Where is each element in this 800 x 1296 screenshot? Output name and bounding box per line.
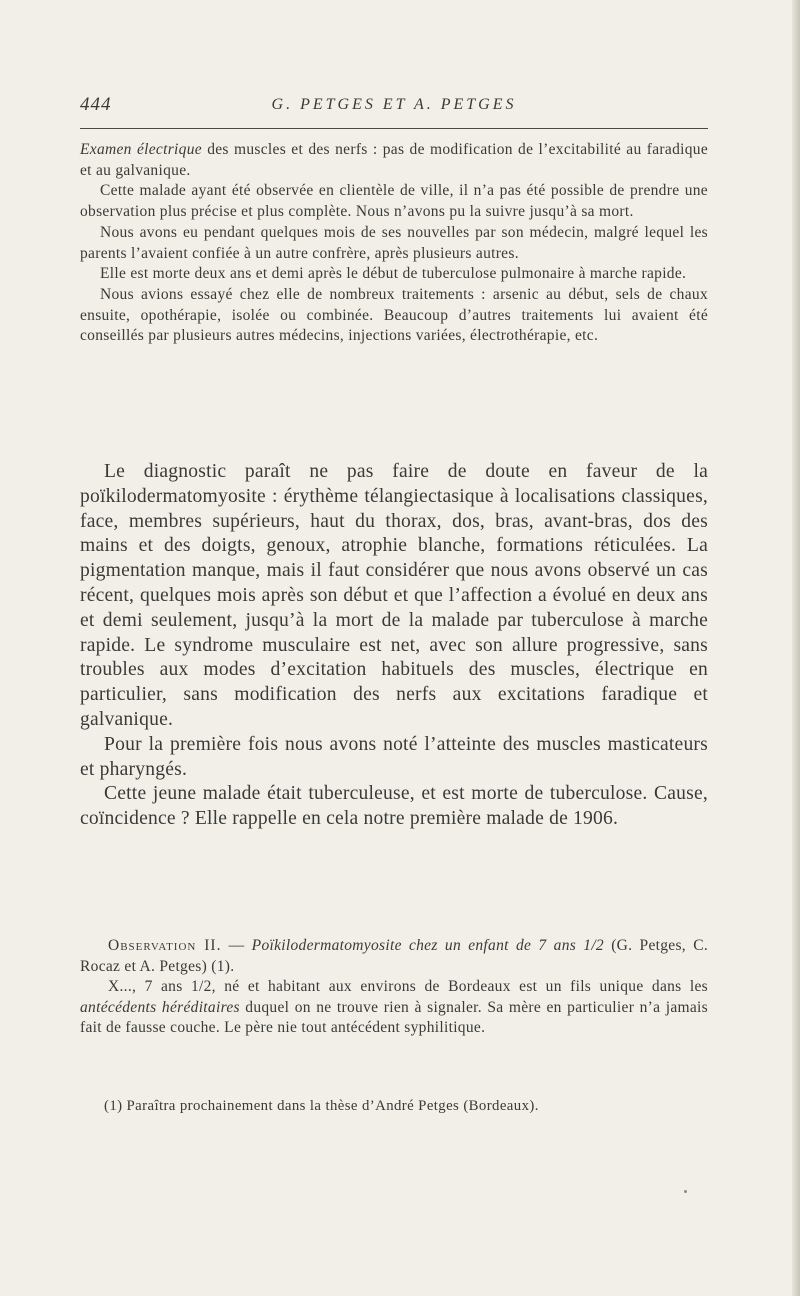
page-header: [80, 94, 708, 120]
dash: —: [221, 937, 252, 954]
footnote: (1) Paraîtra prochainement dans la thèse d’André Petges (Bordeaux).: [104, 1098, 539, 1114]
intro-paragraph: Nous avons eu pendant quelques mois de ses nouvelles par son médecin, malgré lequel les parents l’avaient confiée à un autre confrère, après plusieurs autres.: [80, 223, 708, 262]
page-number: 444: [80, 94, 112, 115]
italic-term: antécédents héréditaires: [80, 998, 240, 1016]
observation-authors: (G. Petges, C. Rocaz et A. Petges) (1).: [80, 937, 709, 975]
italic-term: Examen électrique: [80, 141, 202, 158]
paragraph-text: duquel on ne trouve rien à signaler. Sa mère en particulier n’a jamais fait de fausse couche. Le père nie tout antécédent syphilitique.: [80, 998, 708, 1036]
intro-paragraph: Nous avions essayé chez elle de nombreux traitements : arsenic au début, sels de chaux ensuite, opothérapie, isolée ou combinée. Beaucoup d’autres traitements lui avaient été conseillés par plusieurs autres médecins, injections variées, électrothérapie, etc.: [80, 285, 708, 345]
observation-title: Poïkilodermatomyosite chez un enfant de 7 ans 1/2: [251, 937, 604, 954]
running-title: G. PETGES ET A. PETGES: [271, 96, 517, 113]
paper-speck: [684, 1190, 687, 1193]
discussion-paragraph: Cette jeune malade était tuberculeuse, et est morte de tuberculose. Cause, coïncidence ? Elle rappelle en cela notre première malade de 1906.: [80, 783, 708, 830]
page-edge-shadow: [792, 0, 800, 1296]
observation-paragraph: [80, 977, 708, 1039]
intro-paragraph: Elle est morte deux ans et demi après le début de tuberculose pulmonaire à marche rapide.: [100, 265, 687, 283]
intro-paragraph: Cette malade ayant été observée en clientèle de ville, il n’a pas été possible de prendre une observation plus précise et plus complète. Nous n’avons pu la suivre jusqu’à sa mort.: [80, 182, 708, 221]
intro-paragraph-electrical-exam: [80, 140, 708, 181]
intro-section: [80, 140, 708, 347]
paragraph-text: des muscles et des nerfs : pas de modification de l’excitabilité au faradique et au galvanique.: [80, 141, 709, 179]
observation-heading: [80, 936, 708, 977]
observation-label: Observation II.: [108, 937, 222, 954]
discussion-paragraph: Pour la première fois nous avons noté l’atteinte des muscles masticateurs et pharyngés.: [80, 733, 708, 780]
header-rule: [80, 128, 708, 129]
observation-section: [80, 936, 708, 1039]
discussion-section: [80, 460, 708, 832]
discussion-paragraph: Le diagnostic paraît ne pas faire de doute en faveur de la poïkilodermatomyosite : érythème télangiectasique à localisations classiques, face, membres supérieurs, haut du thorax, dos, bras, avant-bras, dos des mains et des doigts, genoux, atrophie blanche, formations réticulées. La pigmentation manque, mais il faut considérer que nous avons observé un cas récent, quelques mois après son début et que l’affection a évolué en deux ans et demi seulement, jusqu’à la mort de la malade par tuberculose à marche rapide. Le syndrome musculaire est net, avec son allure progressive, sans troubles aux modes d’excitation habituels des muscles, électrique en particulier, sans modification des nerfs aux excitations faradique et galvanique.: [80, 461, 708, 730]
paragraph-text: X..., 7 ans 1/2, né et habitant aux environs de Bordeaux est un fils unique dans les: [108, 978, 708, 995]
